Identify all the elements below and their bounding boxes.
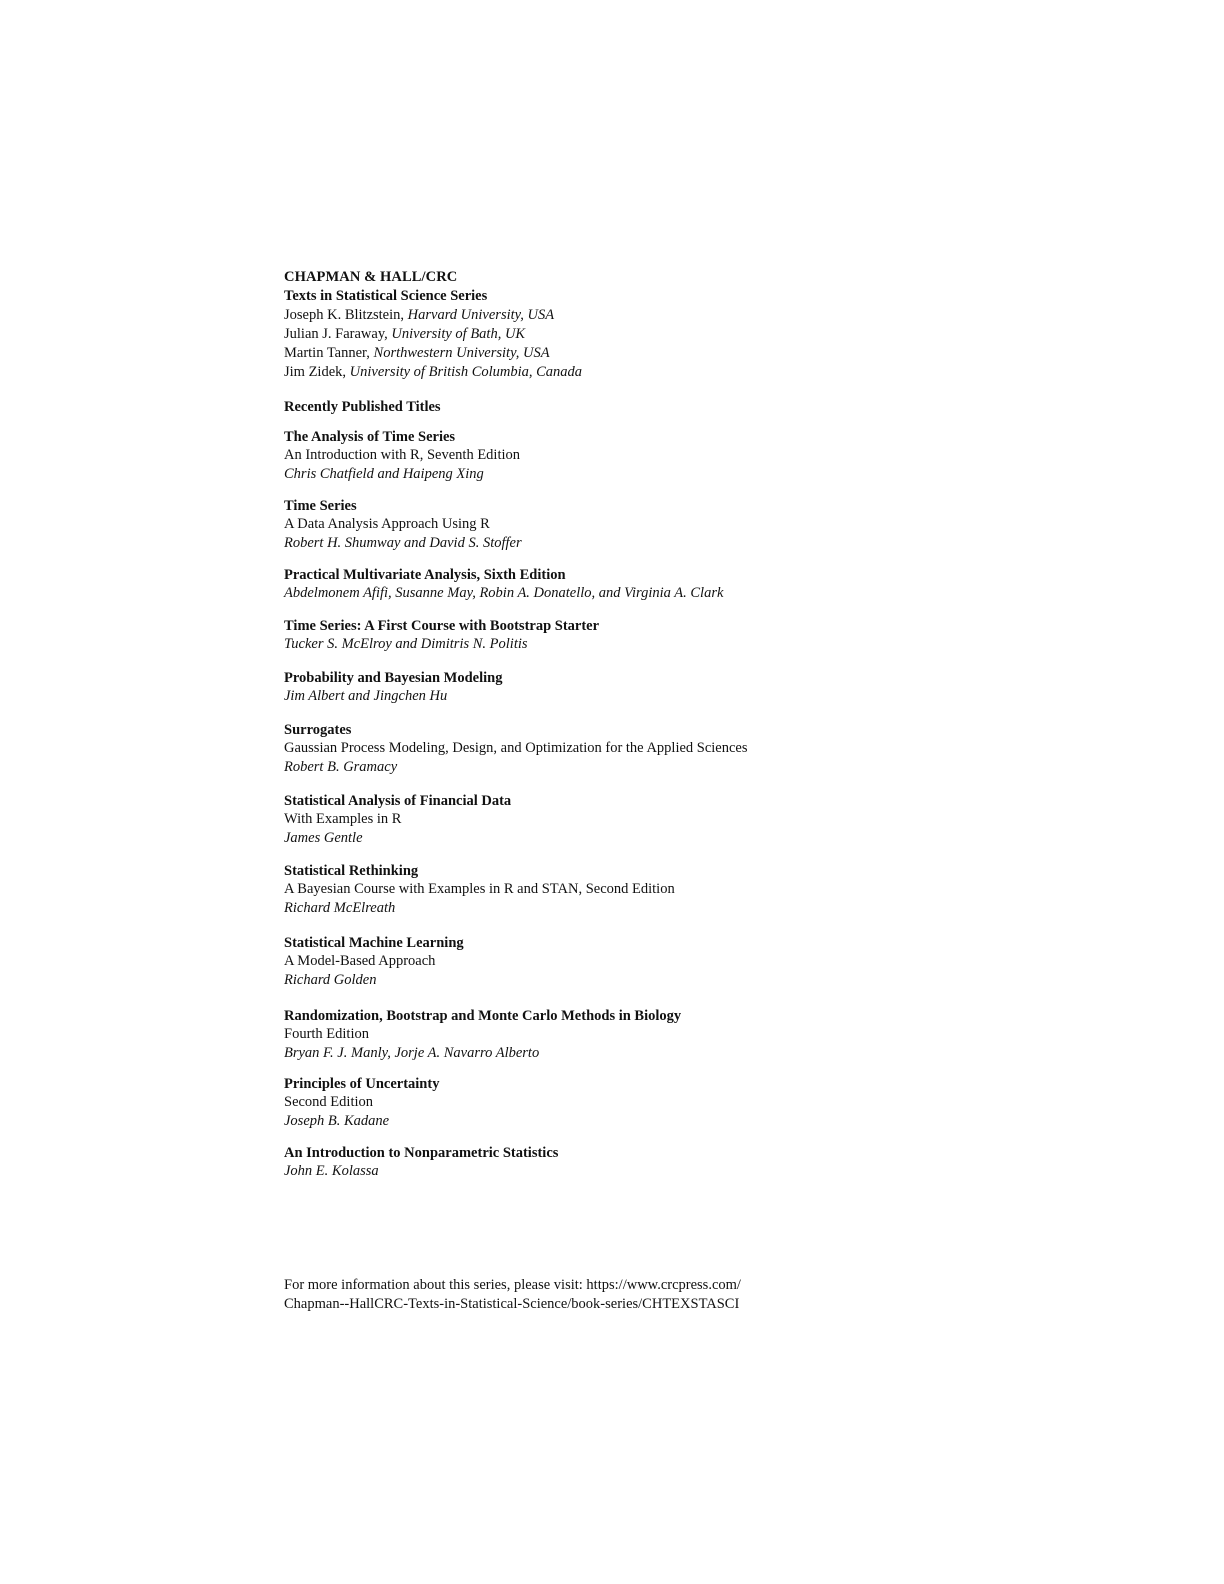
book-authors: Joseph B. Kadane [284,1112,390,1129]
series-editor [284,344,1084,363]
book-authors: James Gentle [284,829,363,846]
book-entry [284,721,1104,776]
book-title: Randomization, Bootstrap and Monte Carlo Methods in Biology [284,1008,682,1024]
series-editor [284,363,1084,382]
book-entry [284,669,1104,706]
book-subtitle: A Bayesian Course with Examples in R and STAN, Second Edition [284,881,675,898]
book-authors: Chris Chatfield and Haipeng Xing [284,465,484,482]
book-title: Probability and Bayesian Modeling [284,670,503,686]
footer-line: For more information about this series, please visit: https://www.crcpress.com/ [284,1277,741,1293]
book-subtitle: An Introduction with R, Seventh Edition [284,447,521,464]
editor-name: Jim Zidek, [284,364,350,380]
series-editor [284,325,1084,344]
book-entry [284,1144,1104,1181]
book-entry [284,566,1104,603]
series-header [284,268,1084,382]
book-authors: Jim Albert and Jingchen Hu [284,688,448,705]
book-authors: Bryan F. J. Manly, Jorje A. Navarro Alberto [284,1044,540,1061]
editor-name: Joseph K. Blitzstein, [284,307,408,323]
publisher-name: CHAPMAN & HALL/CRC [284,269,458,285]
footer-line: Chapman--HallCRC-Texts-in-Statistical-Science/book-series/CHTEXSTASCI [284,1295,740,1312]
book-title: Surrogates [284,722,352,738]
book-entry [284,497,1104,552]
editor-affiliation: University of British Columbia, Canada [349,364,583,380]
book-title: Time Series: A First Course with Bootstrap Starter [284,618,600,634]
book-authors: Richard McElreath [284,899,396,916]
book-title: The Analysis of Time Series [284,429,456,445]
book-authors: Robert H. Shumway and David S. Stoffer [284,534,522,551]
book-title: Statistical Rethinking [284,863,419,879]
book-title: Statistical Machine Learning [284,935,464,951]
series-title: Texts in Statistical Science Series [284,288,488,304]
editor-name: Martin Tanner, [284,345,374,361]
editor-affiliation: Northwestern University, USA [373,345,550,361]
series-editor [284,306,1084,325]
book-subtitle: With Examples in R [284,811,402,828]
editor-affiliation: Harvard University, USA [407,307,555,323]
book-title: Time Series [284,498,357,514]
book-authors: Robert B. Gramacy [284,758,398,775]
book-entry [284,1075,1104,1130]
book-entry [284,862,1104,917]
book-title: Statistical Analysis of Financial Data [284,793,512,809]
book-subtitle: Second Edition [284,1094,374,1111]
book-subtitle: A Data Analysis Approach Using R [284,516,490,533]
book-entry [284,934,1104,989]
book-subtitle: Fourth Edition [284,1026,369,1043]
book-entry [284,792,1104,847]
book-subtitle: Gaussian Process Modeling, Design, and Optimization for the Applied Sciences [284,740,748,757]
book-authors: Richard Golden [284,971,377,988]
series-info-footer [284,1276,1104,1313]
book-title: Principles of Uncertainty [284,1076,440,1092]
editor-affiliation: University of Bath, UK [391,326,526,342]
book-entry [284,1007,1104,1062]
book-authors: Tucker S. McElroy and Dimitris N. Politis [284,636,528,653]
book-entry [284,617,1104,654]
book-title: An Introduction to Nonparametric Statistics [284,1145,559,1161]
recent-titles-heading: Recently Published Titles [284,399,441,415]
editor-name: Julian J. Faraway, [284,326,392,342]
book-entry [284,428,1104,483]
book-subtitle: A Model-Based Approach [284,953,436,970]
book-title: Practical Multivariate Analysis, Sixth Edition [284,567,566,583]
book-authors: John E. Kolassa [284,1163,379,1180]
book-authors: Abdelmonem Afifi, Susanne May, Robin A. Donatello, and Virginia A. Clark [284,585,724,602]
